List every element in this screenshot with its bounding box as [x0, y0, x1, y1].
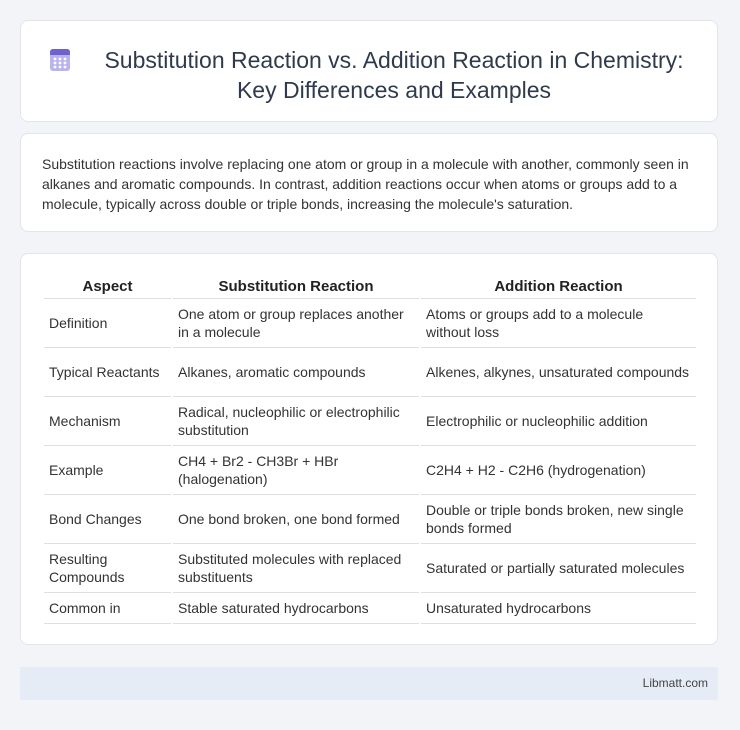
calculator-icon — [47, 47, 73, 73]
row-aspect: Bond Changes — [44, 495, 171, 544]
column-header-aspect: Aspect — [44, 274, 171, 299]
column-header-addition: Addition Reaction — [421, 274, 696, 299]
row-addition: Double or triple bonds broken, new single bonds formed — [421, 495, 696, 544]
table-row — [44, 299, 696, 348]
row-addition: Saturated or partially saturated molecules — [421, 544, 696, 593]
row-substitution: One bond broken, one bond formed — [173, 495, 419, 544]
title-card — [20, 20, 718, 122]
table-row — [44, 397, 696, 446]
row-addition: Unsaturated hydrocarbons — [421, 593, 696, 624]
table-row — [44, 348, 696, 397]
row-aspect: Resulting Compounds — [44, 544, 171, 593]
row-addition: C2H4 + H2 - C2H6 (hydrogenation) — [421, 446, 696, 495]
page-title: Substitution Reaction vs. Addition Reaction in Chemistry: Key Differences and Examples — [104, 47, 684, 103]
comparison-card — [20, 253, 718, 645]
intro-card — [20, 133, 718, 232]
column-header-substitution: Substitution Reaction — [173, 274, 419, 299]
table-row — [44, 544, 696, 593]
comparison-table — [42, 274, 698, 624]
table-row — [44, 446, 696, 495]
row-substitution: Alkanes, aromatic compounds — [173, 348, 419, 397]
footer-site-link[interactable]: Libmatt.com — [642, 676, 708, 690]
footer — [20, 667, 718, 700]
row-substitution: Substituted molecules with replaced substituents — [173, 544, 419, 593]
row-aspect: Definition — [44, 299, 171, 348]
row-aspect: Common in — [44, 593, 171, 624]
row-addition: Electrophilic or nucleophilic addition — [421, 397, 696, 446]
row-substitution: Stable saturated hydrocarbons — [173, 593, 419, 624]
table-row — [44, 593, 696, 624]
row-substitution: One atom or group replaces another in a molecule — [173, 299, 419, 348]
intro-paragraph: Substitution reactions involve replacing one atom or group in a molecule with another, commonly seen in alkanes and aromatic compounds. In contrast, addition reactions occur when atoms or groups add to a molecule, typically across double or triple bonds, increasing the molecule's saturation. — [42, 156, 689, 212]
table-header-row — [44, 274, 696, 299]
row-substitution: CH4 + Br2 - CH3Br + HBr (halogenation) — [173, 446, 419, 495]
row-addition: Alkenes, alkynes, unsaturated compounds — [421, 348, 696, 397]
row-addition: Atoms or groups add to a molecule without loss — [421, 299, 696, 348]
row-substitution: Radical, nucleophilic or electrophilic substitution — [173, 397, 419, 446]
row-aspect: Mechanism — [44, 397, 171, 446]
row-aspect: Example — [44, 446, 171, 495]
table-row — [44, 495, 696, 544]
row-aspect: Typical Reactants — [44, 348, 171, 397]
